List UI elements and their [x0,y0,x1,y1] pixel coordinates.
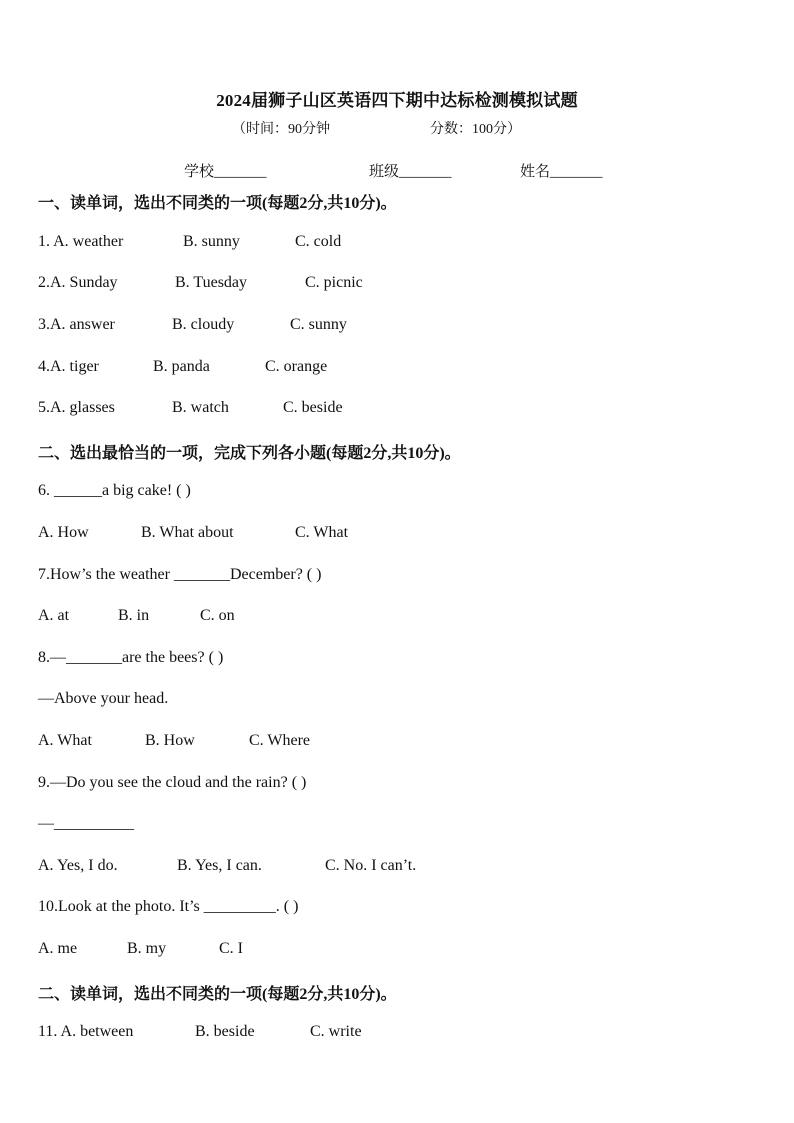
option-a: A. Yes, I do. [38,857,118,874]
option-b: B. panda [153,358,210,375]
exam-subtitle [232,118,521,138]
option-c: C. picnic [305,274,363,291]
exam-title: 2024届狮子山区英语四下期中达标检测模拟试题 [216,91,578,110]
question-9-reply: —__________ [38,815,134,832]
option-a: A. What [38,732,92,749]
question-3 [38,316,347,334]
option-a: 11. A. between [38,1023,134,1040]
section-heading-3: 二、读单词，选出不同类的一项(每题2分,共10分)。 [38,986,397,1003]
option-c: C. beside [283,399,343,416]
option-c: C. on [200,607,235,624]
question-6-options [38,524,348,542]
class-field: 班级_______ [369,164,452,180]
question-6-stem: 6. ______a big cake! ( ) [38,482,191,499]
option-a: 1. A. weather [38,233,124,250]
question-10-options [38,940,243,958]
question-1 [38,233,341,251]
option-b: B. beside [195,1023,255,1040]
question-10-stem: 10.Look at the photo. It’s _________. ( ) [38,898,299,915]
option-a: 4.A. tiger [38,358,99,375]
question-8-options [38,732,310,750]
option-c: C. What [295,524,349,541]
question-9-stem: 9.—Do you see the cloud and the rain? ( ) [38,774,307,791]
option-c: C. No. I can’t. [325,857,417,874]
option-b: B. watch [172,399,229,416]
question-9-options [38,857,416,875]
option-a: A. at [38,607,70,624]
question-2 [38,274,363,292]
option-b: B. How [145,732,195,749]
total-score: 分数：100分） [430,122,521,137]
option-a: A. me [38,940,78,957]
option-a: 5.A. glasses [38,399,115,416]
option-c: C. write [310,1023,362,1040]
option-c: C. cold [295,233,342,250]
option-b: B. What about [141,524,234,541]
question-7-options [38,607,235,625]
question-5 [38,399,343,417]
option-a: 3.A. answer [38,316,115,333]
name-field: 姓名_______ [520,164,603,180]
option-c: C. orange [265,358,328,375]
option-b: B. cloudy [172,316,235,333]
option-b: B. in [118,607,150,624]
option-c: C. Where [249,732,311,749]
school-field: 学校_______ [184,164,267,180]
question-7-stem: 7.How’s the weather _______December? ( ) [38,566,322,583]
section-heading-1: 一、读单词，选出不同类的一项(每题2分,共10分)。 [38,195,397,212]
option-b: B. my [127,940,167,957]
option-c: C. I [219,940,243,957]
option-b: B. sunny [183,233,240,250]
option-b: B. Tuesday [175,274,248,291]
option-a: 2.A. Sunday [38,274,118,291]
section-heading-2: 二、选出最恰当的一项，完成下列各小题(每题2分,共10分)。 [38,445,461,462]
option-a: A. How [38,524,89,541]
question-8-reply: —Above your head. [38,690,169,707]
question-8-stem: 8.—_______are the bees? ( ) [38,649,224,666]
option-c: C. sunny [290,316,347,333]
time-limit: （时间：90分钟 [232,122,330,137]
question-4 [38,358,327,376]
question-11 [38,1023,362,1041]
option-b: B. Yes, I can. [177,857,262,874]
